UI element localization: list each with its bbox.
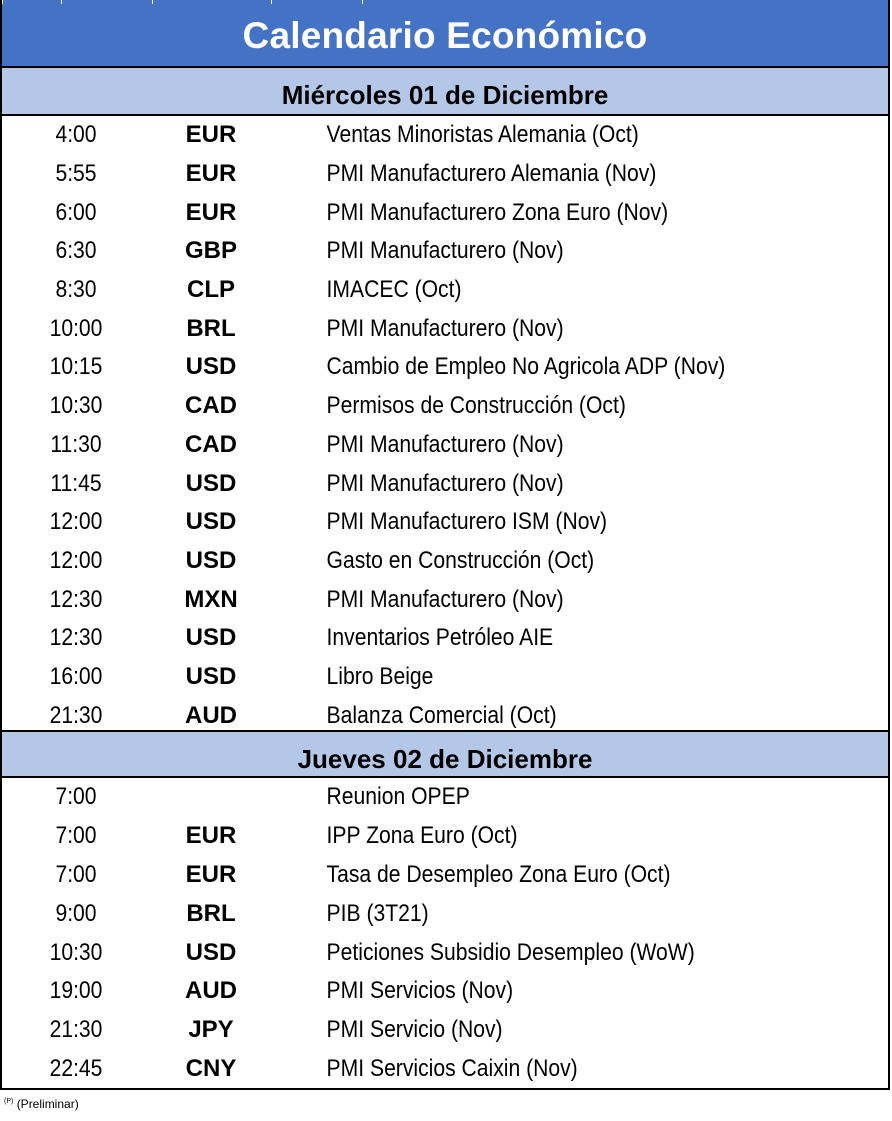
event-time: 10:15	[49, 353, 103, 381]
event-time: 6:30	[55, 237, 97, 265]
event-row	[2, 503, 888, 542]
event-currency: CLP	[187, 276, 235, 304]
day-1-events	[2, 116, 888, 730]
event-currency: EUR	[185, 121, 237, 149]
event-name: Reunion OPEP	[326, 783, 470, 811]
event-row	[2, 1011, 888, 1050]
event-row	[2, 1050, 888, 1089]
event-time: 16:00	[49, 662, 103, 690]
day-2-events	[2, 778, 888, 1088]
event-row	[2, 933, 888, 972]
event-name: PMI Servicio (Nov)	[326, 1016, 503, 1044]
footnote-text: (Preliminar)	[16, 1097, 79, 1111]
event-currency: GBP	[184, 237, 237, 265]
event-row	[2, 464, 888, 503]
event-time: 12:00	[49, 546, 103, 574]
event-currency: MXN	[184, 585, 238, 613]
event-time: 10:30	[49, 938, 103, 966]
event-name: PMI Servicios Caixin (Nov)	[326, 1054, 578, 1082]
event-time: 7:00	[55, 822, 97, 850]
event-currency: EUR	[185, 822, 237, 850]
event-name: Permisos de Construcción (Oct)	[326, 392, 626, 420]
event-time: 4:00	[55, 121, 97, 149]
event-time: 9:00	[55, 899, 97, 927]
event-row	[2, 817, 888, 856]
event-row	[2, 232, 888, 271]
event-name: PIB (3T21)	[326, 899, 429, 927]
footnote	[4, 1097, 79, 1111]
footnote-mark: (P)	[4, 1098, 14, 1105]
event-name: Libro Beige	[326, 662, 434, 690]
event-row	[2, 387, 888, 426]
event-time: 21:30	[49, 701, 103, 729]
event-row	[2, 972, 888, 1011]
title-gridlines	[2, 0, 888, 4]
event-row	[2, 426, 888, 465]
event-currency: AUD	[185, 701, 237, 729]
event-name: IMACEC (Oct)	[326, 276, 462, 304]
event-currency: JPY	[188, 1016, 234, 1044]
event-currency: USD	[185, 508, 237, 536]
event-time: 12:00	[49, 508, 103, 536]
event-name: PMI Manufacturero (Nov)	[326, 314, 564, 342]
event-currency: USD	[185, 546, 237, 574]
event-name: PMI Manufacturero Zona Euro (Nov)	[326, 198, 669, 226]
event-row	[2, 619, 888, 658]
event-row	[2, 155, 888, 194]
event-currency: BRL	[186, 314, 236, 342]
event-row	[2, 778, 888, 817]
event-time: 11:45	[50, 469, 102, 497]
event-row	[2, 309, 888, 348]
event-row	[2, 856, 888, 895]
event-time: 8:30	[55, 276, 97, 304]
event-name: PMI Manufacturero (Nov)	[326, 585, 564, 613]
event-name: PMI Manufacturero (Nov)	[326, 430, 564, 458]
event-currency: USD	[185, 469, 237, 497]
event-row	[2, 271, 888, 310]
event-time: 5:55	[55, 160, 97, 188]
event-row	[2, 894, 888, 933]
event-name: Gasto en Construcción (Oct)	[326, 546, 595, 574]
day-header-2: Jueves 02 de Diciembre	[2, 730, 888, 778]
event-name: PMI Servicios (Nov)	[326, 977, 514, 1005]
event-name: Cambio de Empleo No Agricola ADP (Nov)	[326, 353, 726, 381]
event-currency: CAD	[185, 392, 237, 420]
event-name: Tasa de Desempleo Zona Euro (Oct)	[326, 860, 671, 888]
event-row	[2, 193, 888, 232]
event-name: IPP Zona Euro (Oct)	[326, 822, 518, 850]
calendar-title-text: Calendario Económico	[242, 15, 648, 56]
event-currency: AUD	[185, 977, 237, 1005]
event-time: 12:30	[49, 585, 103, 613]
event-time: 19:00	[49, 977, 103, 1005]
event-time: 7:00	[55, 860, 97, 888]
event-row	[2, 658, 888, 697]
event-currency: CNY	[185, 1054, 237, 1082]
day-header-1: Miércoles 01 de Diciembre	[2, 68, 888, 116]
event-time: 21:30	[49, 1016, 103, 1044]
event-name: Ventas Minoristas Alemania (Oct)	[326, 121, 639, 149]
event-name: Peticiones Subsidio Desempleo (WoW)	[326, 938, 695, 966]
event-currency: USD	[185, 938, 237, 966]
event-name: Inventarios Petróleo AIE	[326, 624, 554, 652]
event-row	[2, 580, 888, 619]
event-name: PMI Manufacturero (Nov)	[326, 469, 564, 497]
event-name: PMI Manufacturero Alemania (Nov)	[326, 160, 657, 188]
event-currency: USD	[185, 662, 237, 690]
event-currency: CAD	[185, 430, 237, 458]
event-row	[2, 542, 888, 581]
event-currency: USD	[185, 353, 237, 381]
event-name: Balanza Comercial (Oct)	[326, 701, 557, 729]
event-time: 6:00	[55, 198, 97, 226]
event-time: 7:00	[55, 783, 97, 811]
event-row	[2, 348, 888, 387]
event-currency: EUR	[185, 198, 237, 226]
event-name: PMI Manufacturero ISM (Nov)	[326, 508, 608, 536]
calendar-title	[2, 0, 888, 68]
event-currency: BRL	[186, 899, 236, 927]
event-time: 12:30	[49, 624, 103, 652]
event-time: 10:30	[49, 392, 103, 420]
event-currency: EUR	[185, 860, 237, 888]
event-time: 10:00	[49, 314, 103, 342]
event-name: PMI Manufacturero (Nov)	[326, 237, 564, 265]
event-time: 22:45	[49, 1054, 103, 1082]
event-time: 11:30	[50, 430, 102, 458]
event-currency: EUR	[185, 160, 237, 188]
event-row	[2, 116, 888, 155]
event-currency: USD	[185, 624, 237, 652]
